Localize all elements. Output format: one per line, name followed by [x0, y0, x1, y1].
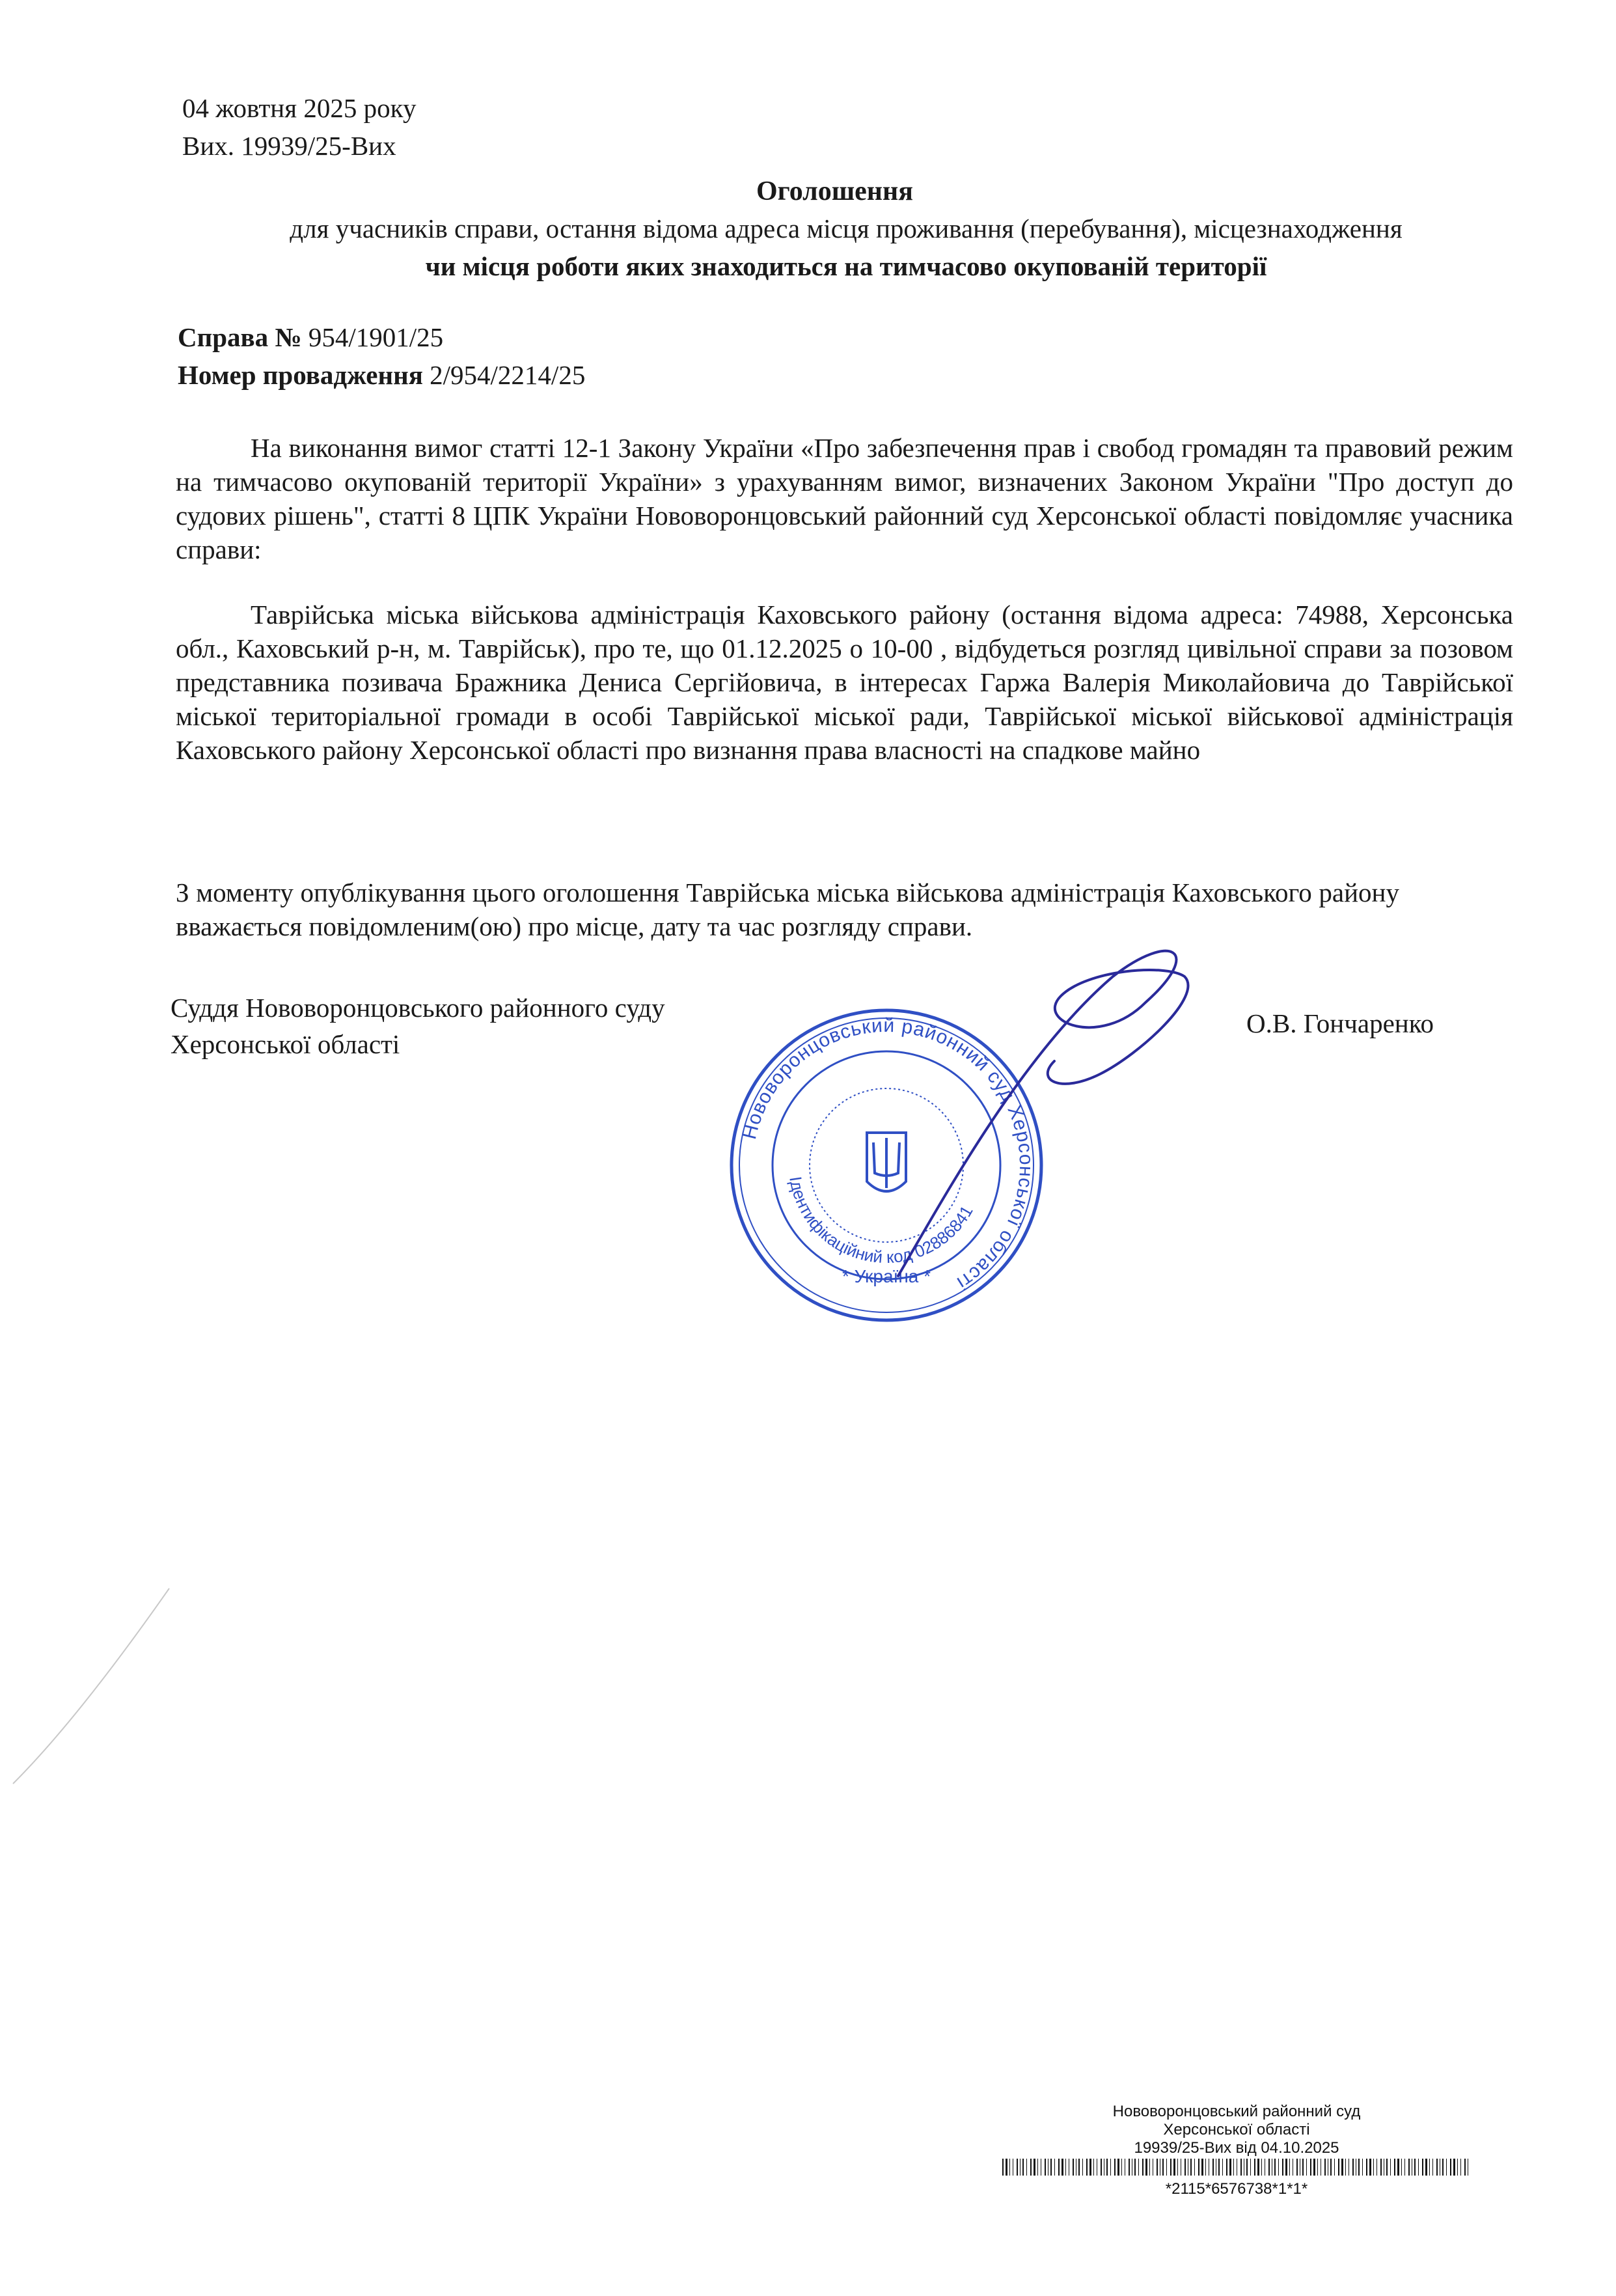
barcode-bar — [1030, 2159, 1032, 2176]
barcode-bar — [1310, 2159, 1311, 2176]
barcode-bar — [1373, 2159, 1374, 2176]
barcode-bar — [1198, 2159, 1199, 2176]
barcode-bar — [1422, 2159, 1423, 2176]
barcode-bar — [1177, 2159, 1178, 2176]
barcode-bar — [1082, 2159, 1083, 2176]
barcode-bar — [1145, 2159, 1147, 2176]
barcode-bar — [1114, 2159, 1116, 2176]
barcode-bar — [1408, 2159, 1410, 2176]
barcode-bar — [1078, 2159, 1080, 2176]
barcode-bar — [1226, 2159, 1227, 2176]
barcode-bar — [1278, 2159, 1279, 2176]
barcode-bar — [1394, 2159, 1395, 2176]
barcode-bar — [1045, 2159, 1046, 2176]
barcode-bar — [1324, 2159, 1326, 2176]
subtitle-line-2: чи місця роботи яких знаходиться на тимчасово окупованій території — [425, 251, 1267, 281]
proceeding-number: 2/954/2214/25 — [430, 360, 586, 390]
barcode-text: *2115*6576738*1*1* — [1165, 2180, 1308, 2198]
case-number: 954/1901/25 — [308, 322, 444, 352]
barcode-bar — [1330, 2159, 1332, 2176]
document-date: 04 жовтня 2025 року — [182, 93, 417, 123]
barcode-bar — [1404, 2159, 1405, 2176]
proceeding-label: Номер провадження — [178, 360, 423, 390]
barcode-bar — [1002, 2159, 1004, 2176]
barcode-bar — [1222, 2159, 1223, 2176]
barcode-bar — [1185, 2159, 1186, 2176]
barcode-bar — [1289, 2159, 1290, 2176]
barcode-bar — [1418, 2159, 1419, 2176]
barcode-bar — [1162, 2159, 1164, 2176]
barcode-bar — [1086, 2159, 1088, 2176]
barcode-bar — [1450, 2159, 1451, 2176]
body-paragraph-2: Таврійська міська військова адміністрація Каховського району (остання відома адреса: 74988, Херсонська обл., Каховський р-н, м. Таврійськ), про те, що 01.12.2025 о 10-00 , відбудеться розгляд цивільної справи за позовом представника позивача Бражника Дениса Сергійовича, в інтересах Гаржа Валерія Миколайовича до Таврійської міської територіальної громади в особі Таврійської міської ради, Таврійської міської військової адміністрація Каховського району Херсонської області про визнання права власності на спадкове майно — [176, 600, 1513, 765]
barcode-bar — [1376, 2159, 1377, 2176]
judge-position-line-1: Суддя Нововоронцовського районного суду — [171, 993, 665, 1023]
announcement-title: Оголошення — [756, 176, 913, 206]
barcode-bar — [1341, 2159, 1343, 2176]
barcode-bar — [1369, 2159, 1371, 2176]
barcode-bar — [1442, 2159, 1444, 2176]
barcode-bar — [1268, 2159, 1270, 2176]
barcode — [1002, 2159, 1471, 2176]
barcode-bar — [1073, 2159, 1074, 2176]
barcode-bar — [1250, 2159, 1251, 2176]
registration-block — [1002, 2103, 1471, 2198]
barcode-bar — [1022, 2159, 1024, 2176]
barcode-bar — [1362, 2159, 1363, 2176]
barcode-bar — [1380, 2159, 1382, 2176]
barcode-bar — [1212, 2159, 1214, 2176]
barcode-bar — [1142, 2159, 1144, 2176]
barcode-bar — [1429, 2159, 1430, 2176]
barcode-bar — [1274, 2159, 1276, 2176]
barcode-bar — [1246, 2159, 1248, 2176]
barcode-bar — [1201, 2159, 1203, 2176]
body-paragraph-3: З моменту опублікування цього оголошення Таврійська міська військова адміністрація Каховського району вважається повідомленим(ою) про місце, дату та час розгляду справи. — [176, 878, 1399, 941]
announcement-subtitle — [182, 210, 1510, 285]
barcode-bar — [1229, 2159, 1231, 2176]
judge-position-line-2: Херсонської області — [171, 1029, 400, 1059]
barcode-bar — [1166, 2159, 1167, 2176]
barcode-bar — [1065, 2159, 1066, 2176]
subtitle-line-1: для учасників справи, остання відома адреса місця проживання (перебування), місцезнаходження — [290, 214, 1403, 243]
barcode-bar — [1282, 2159, 1283, 2176]
barcode-bar — [1117, 2159, 1119, 2176]
proceeding-number-line — [178, 358, 585, 392]
barcode-bar — [1026, 2159, 1027, 2176]
barcode-bar — [1017, 2159, 1018, 2176]
barcode-bar — [1425, 2159, 1427, 2176]
barcode-bar — [1261, 2159, 1262, 2176]
scan-artifact — [0, 1562, 208, 1797]
outgoing-number: Вих. 19939/25-Вих — [182, 131, 396, 161]
barcode-bar — [1306, 2159, 1307, 2176]
stamp-outer-text: Нововоронцовський районний суд Херсонської області — [739, 1014, 1037, 1294]
barcode-bar — [1334, 2159, 1335, 2176]
barcode-bar — [1173, 2159, 1175, 2176]
barcode-bar — [1460, 2159, 1461, 2176]
barcode-bar — [1257, 2159, 1259, 2176]
barcode-bar — [1366, 2159, 1367, 2176]
barcode-bar — [1106, 2159, 1108, 2176]
registration-number: 19939/25-Вих від 04.10.2025 — [1134, 2139, 1339, 2157]
body-paragraph-1: На виконання вимог статті 12-1 Закону України «Про забезпечення прав і свобод громадян та правовий режим на тимчасово окупованій території України» з урахуванням вимог, визначених Законом України "Про доступ до судових рішень", статті 8 ЦПК України Нововоронцовський районний суд Херсонської області повідомляє учасника справи: — [176, 433, 1513, 564]
barcode-bar — [1101, 2159, 1102, 2176]
barcode-bar — [1254, 2159, 1255, 2176]
registration-court-line-1: Нововоронцовський районний суд — [1112, 2103, 1361, 2120]
barcode-bar — [1058, 2159, 1060, 2176]
barcode-bar — [1401, 2159, 1402, 2176]
stamp-bottom-text: * Україна * — [842, 1266, 931, 1286]
barcode-bar — [1464, 2159, 1466, 2176]
judge-name: О.В. Гончаренко — [1246, 1008, 1434, 1038]
barcode-bar — [1457, 2159, 1458, 2176]
barcode-bar — [1397, 2159, 1399, 2176]
barcode-bar — [1093, 2159, 1094, 2176]
barcode-bar — [1345, 2159, 1346, 2176]
barcode-bar — [1302, 2159, 1304, 2176]
barcode-bar — [1157, 2159, 1158, 2176]
registration-court-line-2: Херсонської області — [1163, 2121, 1310, 2138]
barcode-bar — [1061, 2159, 1063, 2176]
barcode-bar — [1296, 2159, 1298, 2176]
barcode-bar — [1386, 2159, 1388, 2176]
barcode-bar — [1129, 2159, 1130, 2176]
barcode-bar — [1414, 2159, 1416, 2176]
barcode-bar — [1285, 2159, 1287, 2176]
barcode-bar — [1194, 2159, 1195, 2176]
barcode-bar — [1358, 2159, 1360, 2176]
barcode-bar — [1240, 2159, 1242, 2176]
barcode-bar — [1432, 2159, 1433, 2176]
barcode-bar — [1089, 2159, 1091, 2176]
barcode-bar — [1205, 2159, 1206, 2176]
barcode-bar — [1134, 2159, 1136, 2176]
judge-position — [171, 989, 665, 1062]
barcode-bar — [1436, 2159, 1438, 2176]
barcode-bar — [1037, 2159, 1038, 2176]
barcode-bar — [1034, 2159, 1035, 2176]
barcode-bar — [1233, 2159, 1234, 2176]
judge-signature — [866, 924, 1204, 1289]
barcode-bar — [1317, 2159, 1318, 2176]
barcode-bar — [1110, 2159, 1111, 2176]
barcode-bar — [1390, 2159, 1391, 2176]
barcode-bar — [1006, 2159, 1007, 2176]
barcode-bar — [1050, 2159, 1052, 2176]
barcode-bar — [1121, 2159, 1122, 2176]
case-number-line — [178, 320, 443, 354]
case-label: Справа № — [178, 322, 302, 352]
stamp-inner-text: Ідентифікаційний код 02886841 — [786, 1175, 977, 1267]
barcode-bar — [1313, 2159, 1315, 2176]
barcode-bar — [1190, 2159, 1192, 2176]
barcode-bar — [1338, 2159, 1339, 2176]
barcode-bar — [1170, 2159, 1171, 2176]
barcode-bar — [1009, 2159, 1010, 2176]
barcode-bar — [1218, 2159, 1220, 2176]
barcode-bar — [1446, 2159, 1447, 2176]
barcode-bar — [1054, 2159, 1055, 2176]
barcode-bar — [1352, 2159, 1354, 2176]
barcode-bar — [1453, 2159, 1455, 2176]
barcode-bar — [1149, 2159, 1150, 2176]
barcode-bar — [1138, 2159, 1139, 2176]
